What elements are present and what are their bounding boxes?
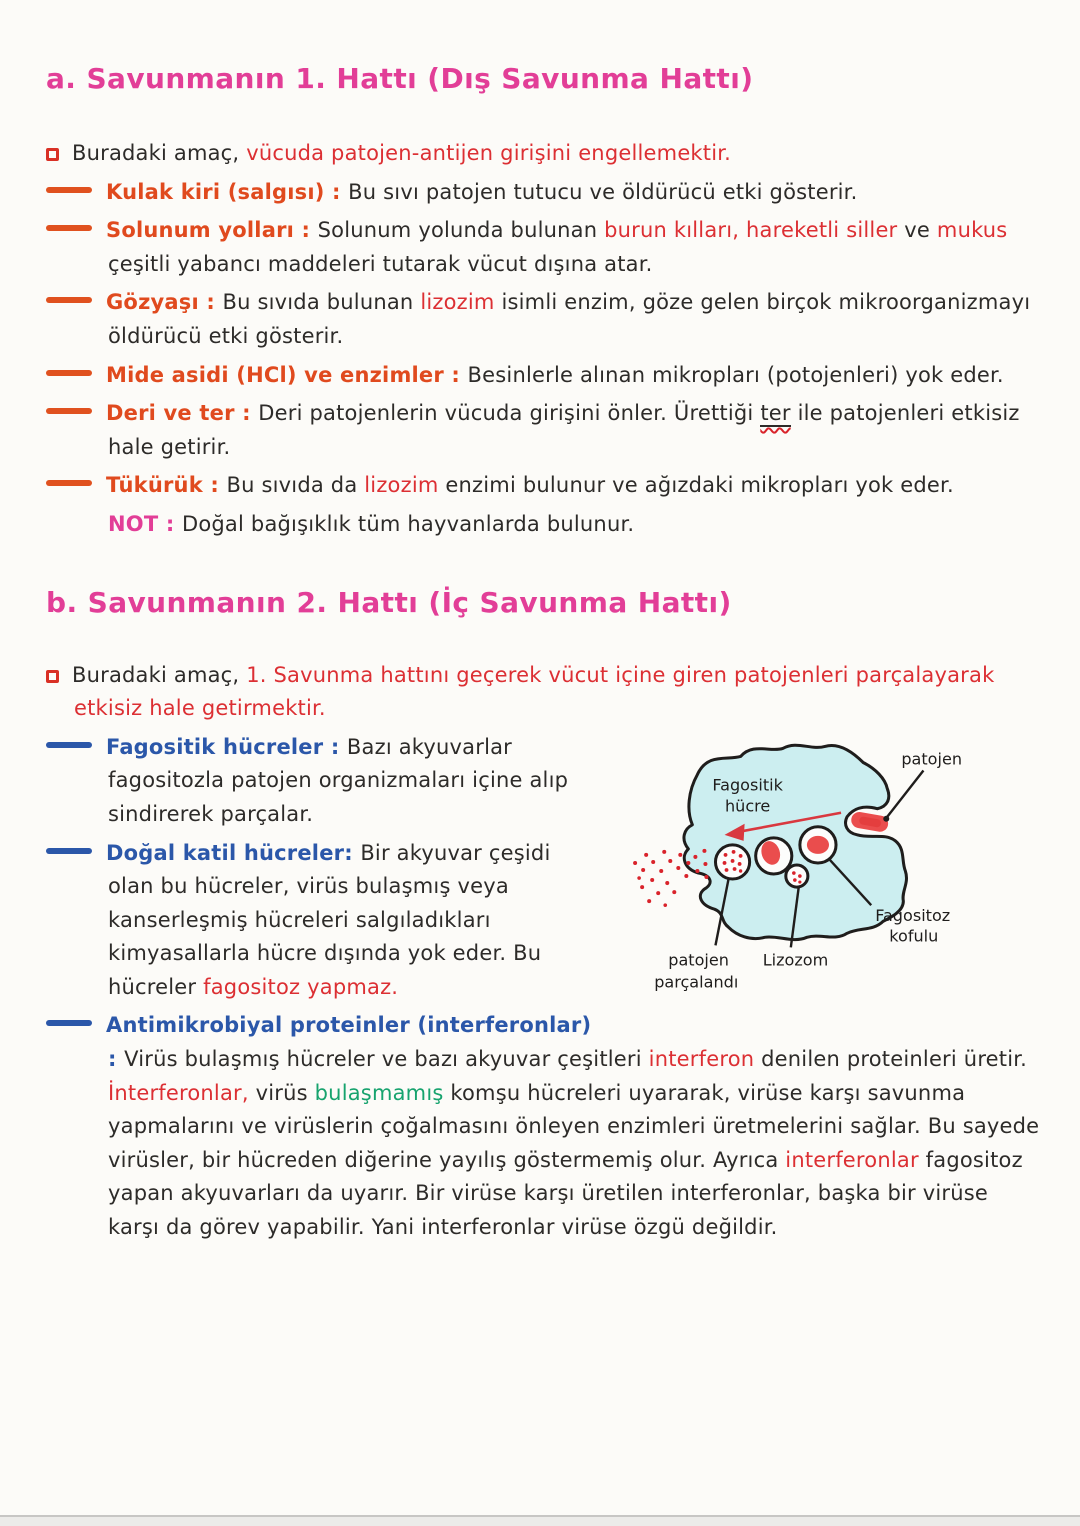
item-gozyasi-text-2: isimli enzim, göze gelen birçok mikroorganizmayı öldürücü etki gösterir. xyxy=(108,290,1031,348)
item-tukuruk-text-2: enzimi bulunur ve ağızdaki mikropları yok eder. xyxy=(438,473,954,498)
dash-icon xyxy=(46,370,92,376)
item-deri-underlined-word: ter xyxy=(760,401,791,426)
expelled-particles xyxy=(633,849,708,907)
item-fagositik-head: Fagositik hücreler : xyxy=(106,734,347,759)
intro-a-highlight: vücuda patojen-antijen girişini engellemektir. xyxy=(246,141,732,165)
item-anti-highlight-3: interferonlar xyxy=(785,1147,919,1172)
dash-icon xyxy=(46,742,92,748)
item-gozyasi-head: Gözyaşı : xyxy=(106,290,223,315)
intro-b-highlight: 1. Savunma hattını geçerek vücut içine giren patojenleri parçalayarak etkisiz hale getirmektir. xyxy=(74,662,995,721)
pathogen-blob xyxy=(850,810,889,832)
diagram-label-parcalandi-1: patojen xyxy=(668,950,729,970)
item-dogal-head: Doğal katil hücreler: xyxy=(106,840,361,865)
item-deri-text-2: ile patojenleri etkisiz hale getirir. xyxy=(108,401,1020,459)
item-mide-asidi xyxy=(46,359,1044,393)
dash-icon xyxy=(46,1020,92,1026)
item-anti-highlight-green: bulaşmamış xyxy=(314,1080,444,1105)
section-b-title: b. Savunmanın 2. Hattı (İç Savunma Hattı) xyxy=(46,585,732,619)
item-anti-head: Antimikrobiyal proteinler (interferonlar) : xyxy=(106,1013,592,1072)
item-mide-text: Besinlerle alınan mikropları (potojenleri) yok eder. xyxy=(467,362,1004,387)
dash-icon xyxy=(46,848,92,854)
item-gozyasi-highlight: lizozim xyxy=(420,290,495,315)
dash-icon xyxy=(46,225,92,231)
intro-a-text: Buradaki amaç, xyxy=(72,141,247,165)
pathogen-pointer-line xyxy=(887,770,923,816)
item-antimikrobiyal xyxy=(46,1009,1044,1244)
diagram-label-koful-1: Fagositoz xyxy=(875,905,951,925)
section-a-intro xyxy=(46,137,1044,171)
item-tukuruk xyxy=(46,469,1044,503)
pathogen-pointer-dot xyxy=(883,815,889,821)
item-kulak-head: Kulak kiri (salgısı) : xyxy=(106,179,349,204)
intro-b-text: Buradaki amaç, xyxy=(72,662,247,687)
diagram-label-lizozom: Lizozom xyxy=(762,950,829,970)
item-anti-text-3: virüs xyxy=(248,1080,315,1105)
item-gozyasi xyxy=(46,286,1044,353)
item-tukuruk-text-1: Bu sıvıda da xyxy=(226,473,365,498)
item-kulak-kiri xyxy=(46,176,1044,210)
item-fagositik-text: Bazı akyuvarlar fagositozla patojen organizmaları içine alıp sindirerek parçalar. xyxy=(108,734,569,826)
item-deri-head: Deri ve ter : xyxy=(106,401,259,426)
diagram-label-cell-1: Fagositik xyxy=(712,775,783,795)
item-kulak-text: Bu sıvı patojen tutucu ve öldürücü etki gösterir. xyxy=(348,179,858,204)
item-deri-ter xyxy=(46,397,1044,464)
digested-pathogen-vacuole xyxy=(715,845,749,879)
square-bullet-icon xyxy=(46,670,59,683)
diagram-label-parcalandi-2: parçalandı xyxy=(654,972,739,992)
item-tukuruk-highlight: lizozim xyxy=(364,473,439,498)
item-deri-text-1: Deri patojenlerin vücuda girişini önler. Ürettiği xyxy=(258,401,761,426)
item-anti-highlight-1: interferon xyxy=(648,1047,755,1072)
note-head: NOT : xyxy=(108,511,182,536)
dash-icon xyxy=(46,187,92,193)
section-a-title: a. Savunmanın 1. Hattı (Dış Savunma Hattı) xyxy=(46,62,754,95)
note-line xyxy=(46,508,1044,542)
section-b-intro xyxy=(46,659,1044,726)
dash-icon xyxy=(46,480,92,486)
item-dogal-highlight: fagositoz yapmaz. xyxy=(203,974,399,999)
paper-bottom-edge xyxy=(0,1515,1080,1526)
item-anti-text-5: fagositoz yapan akyuvarları da uyarır. Bir virüse karşı üretilen interferonlar, başka bir virüse karşı da görev yapabilir. Yani interferonlar virüse özgü değildir. xyxy=(108,1147,1023,1240)
note-text: Doğal bağışıklık tüm hayvanlarda bulunur. xyxy=(181,511,635,536)
item-solunum-text-3: çeşitli yabancı maddeleri tutarak vücut dışına atar. xyxy=(108,251,653,276)
item-anti-highlight-2: İnterferonlar, xyxy=(108,1080,249,1105)
diagram-label-patojen: patojen xyxy=(901,749,963,769)
item-anti-text-1: Virüs bulaşmış hücreler ve bazı akyuvar çeşitleri xyxy=(124,1047,649,1072)
item-solunum-highlight-2: mukus xyxy=(936,218,1008,243)
item-solunum-text-2: ve xyxy=(897,218,937,243)
item-tukuruk-head: Tükürük : xyxy=(106,473,227,498)
item-gozyasi-text-1: Bu sıvıda bulunan xyxy=(222,290,421,315)
dash-icon xyxy=(46,297,92,303)
item-solunum-highlight-1: burun kılları, hareketli siller xyxy=(604,218,898,243)
item-dogal-text: Bir akyuvar çeşidi olan bu hücreler, virüs bulaşmış veya kanserleşmiş hücreleri salgıladıkları kimyasallarla hücre dışında yok eder. Bu hücreler xyxy=(108,840,551,999)
item-solunum-text-1: Solunum yolunda bulunan xyxy=(317,218,605,243)
item-solunum xyxy=(46,214,1044,281)
phagocyte-diagram xyxy=(612,733,1044,1009)
item-anti-text-2: denilen proteinleri üretir. xyxy=(754,1047,1028,1072)
diagram-label-koful-2: kofulu xyxy=(889,926,939,946)
diagram-label-cell-2: hücre xyxy=(724,796,771,816)
item-solunum-head: Solunum yolları : xyxy=(106,218,318,243)
item-anti-text-4: komşu hücreleri uyararak, virüse karşı savunma yapmalarını ve virüslerin çoğalmasını önleyen enzimleri üretmelerini sağlar. Bu sayede virüsler, bir hücreden diğerine yayılış göstermemiş olur. Ayrıca xyxy=(108,1080,1040,1172)
dash-icon xyxy=(46,408,92,414)
square-bullet-icon xyxy=(46,148,59,161)
item-mide-head: Mide asidi (HCl) ve enzimler : xyxy=(106,362,468,387)
phagocytosis-vacuole xyxy=(800,827,836,863)
